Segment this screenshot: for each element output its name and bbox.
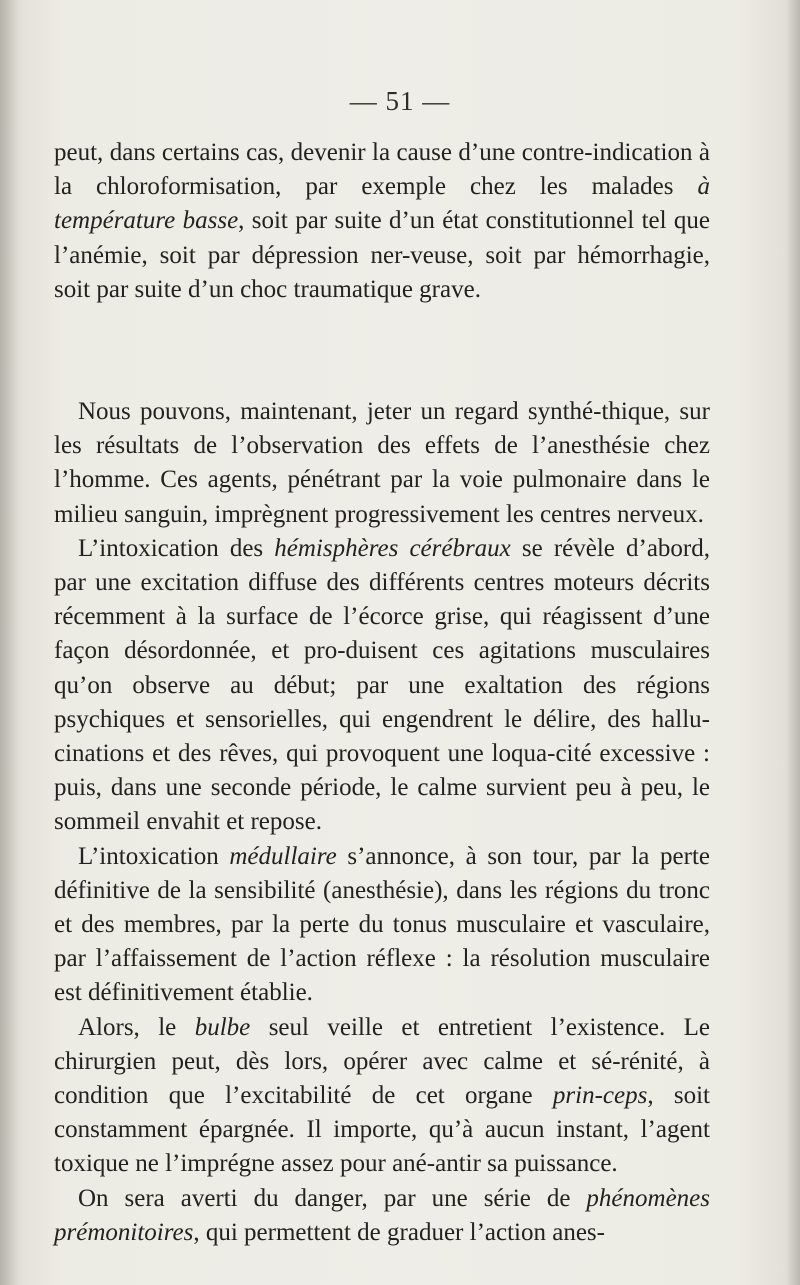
italic-phrase: à température basse	[54, 173, 710, 235]
binding-shadow	[0, 0, 18, 1285]
text-block-top	[54, 136, 710, 307]
italic-phrase: hémisphères cérébraux	[274, 534, 511, 562]
paragraph-text: peut, dans certains cas, devenir la cause d’une contre-indication à la chloroformisation, par exemple chez les malades	[54, 139, 710, 201]
paragraph	[54, 395, 710, 532]
paragraph-text: seul veille et entretient l’existence. Le chirurgien peut, dès lors, opérer avec calme et sé-rénité, à condition que l’excitabilité de cet organe	[54, 1013, 710, 1110]
paragraph	[54, 840, 710, 1011]
paragraph-text: , soit par suite d’un état constitutionnel tel que l’anémie, soit par dépression ner-veuse, soit par hémorrhagie, soit par suite d’un choc traumatique grave.	[54, 207, 710, 303]
italic-phrase: phénomènes prémonitoires	[54, 1184, 710, 1246]
paragraph	[54, 1182, 710, 1250]
paragraph	[54, 532, 710, 840]
italic-phrase: prin-ceps	[552, 1082, 648, 1110]
paragraph-continuation	[54, 136, 710, 307]
italic-phrase: bulbe	[194, 1013, 251, 1041]
paragraph-text: se révèle d’abord, par une excitation diffuse des différents centres moteurs décrits récemment à la surface de l’écorce grise, qui réagissent d’une façon désordonnée, et pro-duisent ces agitations musculaires qu’on observe au début; par une exaltation des régions psychiques et sensorielles, qui engendrent le délire, des hallu-cinations et des rêves, qui provoquent une loqua-cité excessive : puis, dans une seconde période, le calme survient peu à peu, le sommeil envahit et repose.	[54, 534, 710, 836]
paragraph-text: , qui permettent de graduer l’action anes-	[193, 1218, 605, 1246]
paragraph-text: Nous pouvons, maintenant, jeter un regard synthé-thique, sur les résultats de l’observation des effets de l’anesthésie chez l’homme. Ces agents, pénétrant par la voie pulmonaire dans le milieu sanguin, imprègnent progressivement les centres nerveux.	[54, 398, 710, 528]
page-number: — 51 —	[349, 86, 451, 116]
page-edge-shadow	[786, 0, 800, 1285]
text-block-main	[54, 395, 710, 1250]
paragraph-text: On sera averti du danger, par une série de	[78, 1184, 587, 1212]
paragraph-text: L’intoxication	[78, 842, 230, 870]
paragraph-text: L’intoxication des	[78, 534, 275, 562]
paragraph-text: Alors, le	[78, 1013, 195, 1041]
paragraph	[54, 1011, 710, 1182]
italic-phrase: médullaire	[229, 842, 337, 870]
paragraph-text: s’annonce, à son tour, par la perte définitive de la sensibilité (anesthésie), dans les régions du tronc et des membres, par la perte du tonus musculaire et vasculaire, par l’affaissement de l’action réflexe : la résolution musculaire est définitivement établie.	[54, 842, 710, 1007]
paragraph-text: , soit constamment épargnée. Il importe, qu’à aucun instant, l’agent toxique ne l’imprégne assez pour ané-antir sa puissance.	[54, 1082, 710, 1178]
